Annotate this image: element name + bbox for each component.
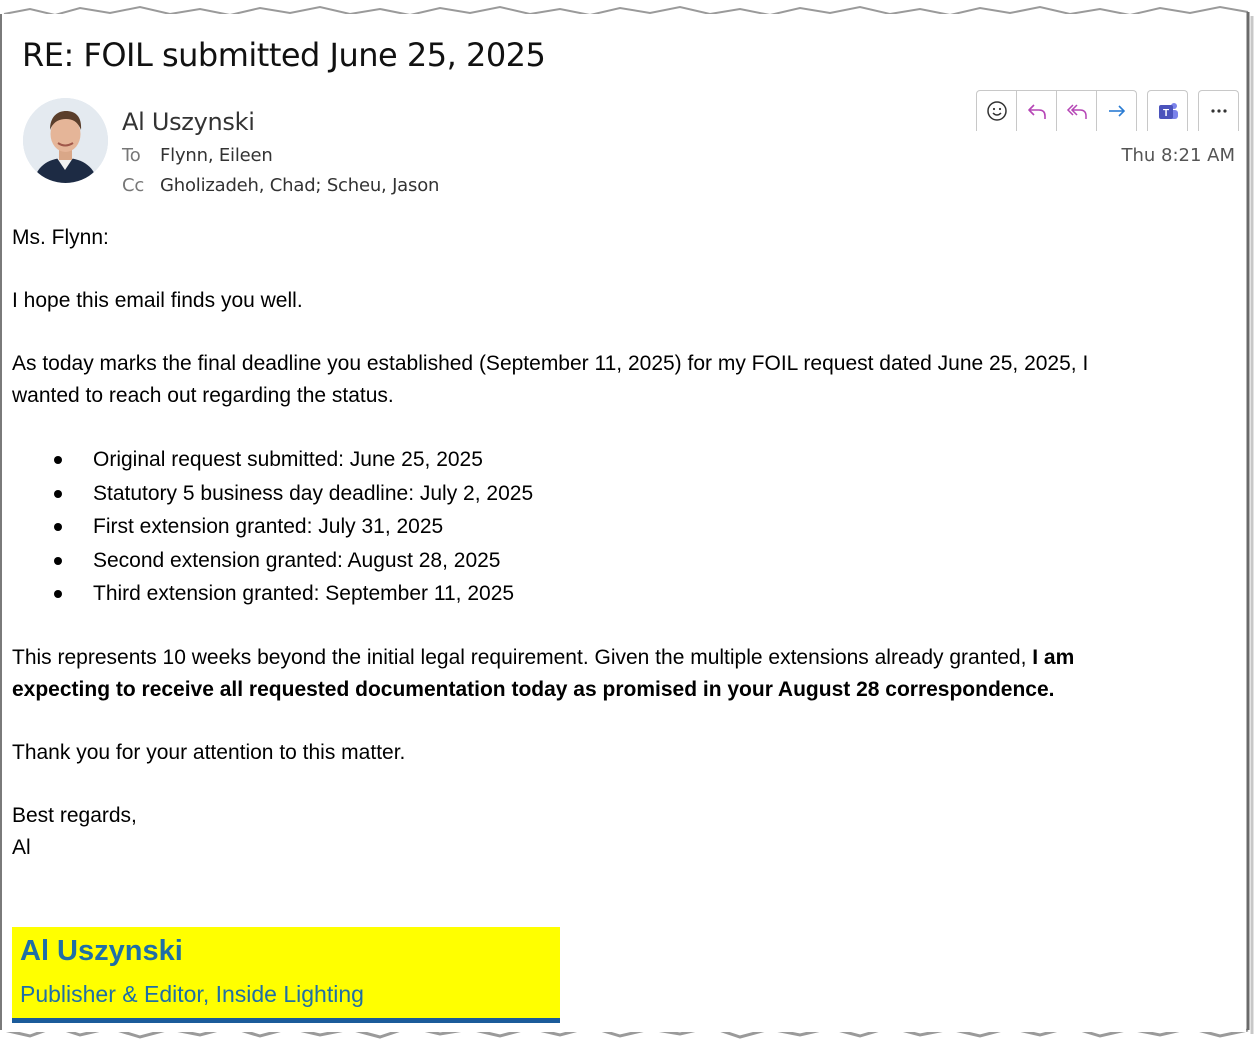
received-time: Thu 8:21 AM	[1121, 145, 1235, 166]
emoji-icon	[986, 100, 1008, 122]
email-subject: RE: FOIL submitted June 25, 2025	[22, 36, 546, 74]
cc-recipients-row	[122, 175, 439, 196]
paragraph-thanks: Thank you for your attention to this matter.	[12, 740, 406, 764]
to-label: To	[122, 145, 141, 166]
more-actions-button[interactable]	[1199, 91, 1238, 131]
list-item: Statutory 5 business day deadline: July 2, 2025	[12, 477, 1237, 511]
sender-avatar[interactable]	[23, 98, 108, 183]
expectation-plain-text: This represents 10 weeks beyond the initial legal requirement. Given the multiple extensions already granted,	[12, 645, 1033, 669]
paragraph-deadline-line-2: wanted to reach out regarding the status.	[12, 384, 394, 407]
signature-block	[12, 927, 560, 1023]
paragraph-expectation-line-1	[12, 642, 1237, 674]
signature-underline	[12, 1018, 560, 1023]
forward-icon	[1106, 100, 1128, 122]
teams-chat-button[interactable]	[1148, 91, 1187, 131]
paragraph-deadline-line-1: As today marks the final deadline you established (September 11, 2025) for my FOIL request dated June 25, 2025, I	[12, 352, 1089, 375]
teams-group	[1147, 90, 1188, 131]
list-item: Original request submitted: June 25, 2025	[12, 443, 1237, 477]
email-body	[12, 222, 1237, 864]
more-icon	[1208, 100, 1230, 122]
reply-icon	[1026, 100, 1048, 122]
timeline-list	[12, 443, 1237, 611]
expectation-bold-text: I am	[1032, 645, 1075, 669]
expectation-bold-text-2: expecting to receive all requested documentation today as promised in your August 28 correspondence.	[12, 677, 1055, 701]
svg-text:T: T	[1162, 108, 1169, 119]
reply-button[interactable]	[1016, 91, 1056, 131]
forward-button[interactable]	[1096, 91, 1136, 131]
greeting: Ms. Flynn:	[12, 226, 109, 249]
avatar-photo-icon	[23, 98, 108, 183]
cc-recipients[interactable]: Gholizadeh, Chad; Scheu, Jason	[160, 175, 440, 196]
to-recipients-row	[122, 145, 273, 166]
more-group	[1198, 90, 1239, 131]
to-recipient[interactable]: Flynn, Eileen	[160, 145, 273, 166]
reply-actions-group	[976, 90, 1137, 131]
paragraph-intro: I hope this email finds you well.	[12, 289, 303, 312]
teams-icon	[1156, 99, 1180, 123]
list-item: First extension granted: July 31, 2025	[12, 510, 1237, 544]
cc-label: Cc	[122, 175, 145, 196]
sender-name[interactable]: Al Uszynski	[122, 108, 255, 136]
closing: Best regards,	[12, 803, 137, 827]
signature-role: Publisher & Editor, Inside Lighting	[20, 981, 364, 1007]
react-button[interactable]	[977, 91, 1016, 131]
message-action-toolbar	[976, 90, 1239, 130]
paragraph-expectation-line-2	[12, 674, 1237, 706]
list-item: Second extension granted: August 28, 2025	[12, 544, 1237, 578]
list-item: Third extension granted: September 11, 2025	[12, 577, 1237, 611]
signature-name: Al Uszynski	[20, 935, 183, 967]
signoff-name: Al	[12, 835, 31, 859]
reply-all-icon	[1066, 100, 1088, 122]
reply-all-button[interactable]	[1056, 91, 1096, 131]
